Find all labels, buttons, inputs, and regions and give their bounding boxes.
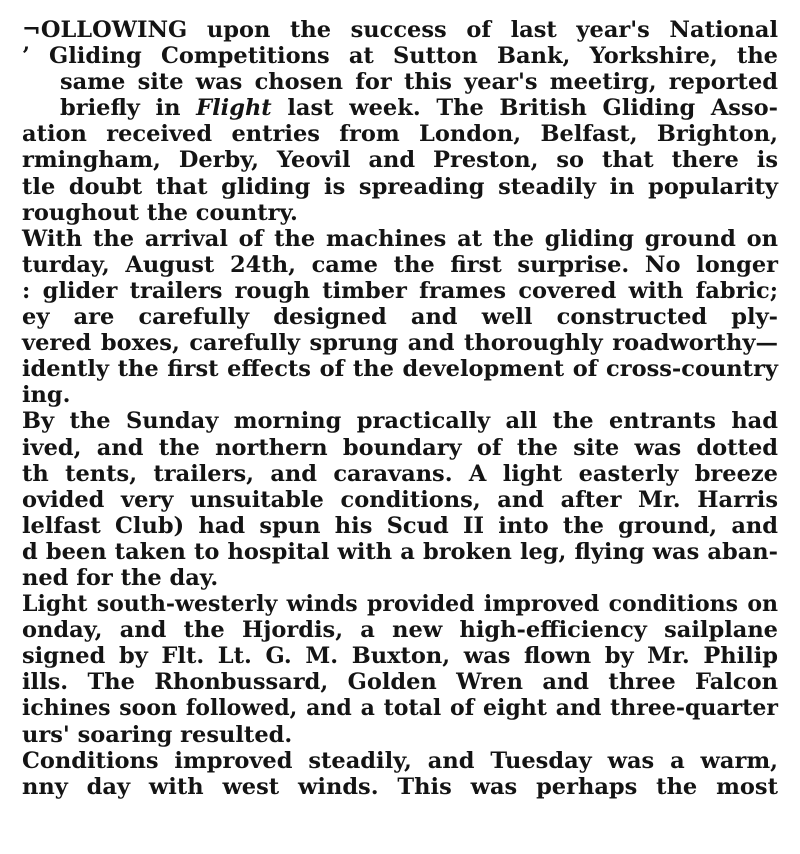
text-line: ned for the day. [22,564,219,591]
text-line: ing. [22,382,71,409]
text-line: ichines soon followed, and a total of eight and three-quarter [22,695,778,722]
text-line: With the arrival of the machines at the gliding ground on [22,225,778,252]
text-line: rmingham, Derby, Yeovil and Preston, so that there is [22,147,778,174]
text-line: ey are carefully designed and well constructed ply- [22,304,778,331]
text-line: onday, and the Hjordis, a new high-efficiency sailplane [22,617,778,644]
text-line: ills. The Rhonbussard, Golden Wren and three Falcon [22,669,778,696]
text-line: ’ Gliding Competitions at Sutton Bank, Yorkshire, the [22,43,778,70]
italic-title: Flight [196,95,272,122]
text-line: d been taken to hospital with a broken leg, flying was aban- [22,538,778,565]
article-paragraph [22,408,778,591]
text-line: lelfast Club) had spun his Scud II into the ground, and [22,512,778,539]
text-line: ¬OLLOWING upon the success of last year's National [22,17,778,43]
text-line: ation received entries from London, Belfast, Brighton, [22,121,778,148]
text-line: th tents, trailers, and caravans. A light easterly breeze [22,460,778,487]
text-line: tle doubt that gliding is spreading steadily in popularity [22,173,778,200]
text-line: idently the first effects of the development of cross-country [22,356,778,383]
text-line: same site was chosen for this year's meetirg, reported [60,69,778,96]
text-segment: briefly in [60,95,197,122]
article-paragraph [22,748,778,800]
text-segment: last week. The British Gliding Asso- [271,95,778,122]
text-line: urs' soaring resulted. [22,721,293,748]
text-line: ived, and the northern boundary of the site was dotted [22,434,778,461]
article-paragraph [22,226,778,409]
text-line: ovided very unsuitable conditions, and after Mr. Harris [22,486,778,513]
text-line: Light south-westerly winds provided improved conditions on [22,591,778,618]
text-line: : glider trailers rough timber frames covered with fabric; [22,277,778,304]
text-line: roughout the country. [22,199,298,226]
text-line: Conditions improved steadily, and Tuesday was a warm, [22,747,778,774]
article-paragraph [22,17,778,226]
text-line: turday, August 24th, came the first surprise. No longer [22,251,778,278]
text-line: signed by Flt. Lt. G. M. Buxton, was flown by Mr. Philip [22,643,778,670]
text-line: vered boxes, carefully sprung and thoroughly roadworthy— [22,330,778,357]
text-line [22,95,778,121]
text-line: By the Sunday morning practically all the entrants had [22,408,778,435]
article-paragraph [22,591,778,748]
text-line: nny day with west winds. This was perhaps the most [22,773,778,800]
article-text-column [22,17,778,800]
